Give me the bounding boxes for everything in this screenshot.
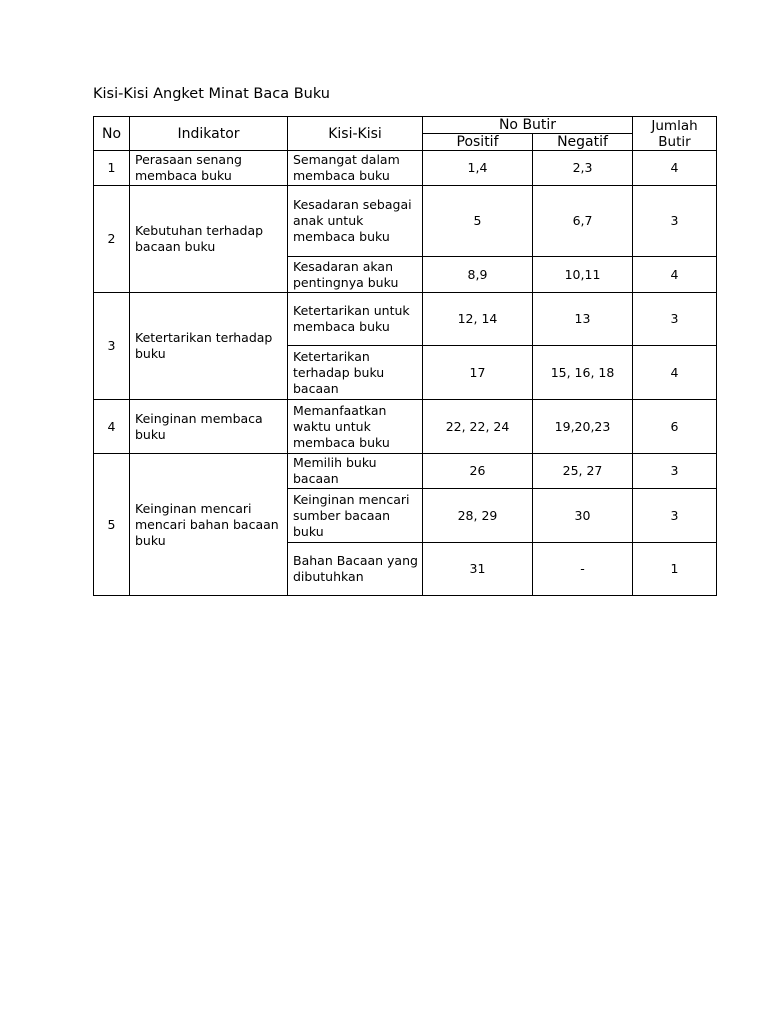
row-negatif: 19,20,23 (533, 400, 633, 454)
row-jumlah: 6 (633, 400, 717, 454)
header-no-butir: No Butir (423, 117, 633, 134)
row-kisi: Kesadaran akan pentingnya buku (288, 257, 423, 293)
row-jumlah: 4 (633, 151, 717, 186)
row-jumlah: 4 (633, 346, 717, 400)
row-no: 5 (94, 454, 130, 596)
row-kisi: Ketertarikan untuk membaca buku (288, 293, 423, 346)
row-no: 1 (94, 151, 130, 186)
row-negatif: 25, 27 (533, 454, 633, 489)
row-indikator: Kebutuhan terhadap bacaan buku (130, 186, 288, 293)
row-kisi: Keinginan mencari sumber bacaan buku (288, 489, 423, 543)
row-indikator: Keinginan mencari mencari bahan bacaan buku (130, 454, 288, 596)
header-negatif: Negatif (533, 134, 633, 151)
row-negatif: 13 (533, 293, 633, 346)
table-row (94, 400, 717, 454)
row-positif: 8,9 (423, 257, 533, 293)
header-positif: Positif (423, 134, 533, 151)
row-no: 4 (94, 400, 130, 454)
row-jumlah: 1 (633, 543, 717, 596)
row-negatif: 6,7 (533, 186, 633, 257)
row-negatif: 10,11 (533, 257, 633, 293)
row-jumlah: 3 (633, 293, 717, 346)
row-indikator: Keinginan membaca buku (130, 400, 288, 454)
header-kisi-kisi: Kisi-Kisi (288, 117, 423, 151)
row-kisi: Kesadaran sebagai anak untuk membaca buku (288, 186, 423, 257)
row-positif: 1,4 (423, 151, 533, 186)
row-kisi: Semangat dalam membaca buku (288, 151, 423, 186)
row-negatif: 30 (533, 489, 633, 543)
row-kisi: Ketertarikan terhadap buku bacaan (288, 346, 423, 400)
row-jumlah: 3 (633, 489, 717, 543)
row-no: 2 (94, 186, 130, 293)
row-kisi: Bahan Bacaan yang dibutuhkan (288, 543, 423, 596)
row-indikator: Perasaan senang membaca buku (130, 151, 288, 186)
row-kisi: Memilih buku bacaan (288, 454, 423, 489)
row-positif: 31 (423, 543, 533, 596)
header-indikator: Indikator (130, 117, 288, 151)
header-jumlah-butir: Jumlah Butir (633, 117, 717, 151)
row-kisi: Memanfaatkan waktu untuk membaca buku (288, 400, 423, 454)
row-negatif: 2,3 (533, 151, 633, 186)
row-indikator: Ketertarikan terhadap buku (130, 293, 288, 400)
row-jumlah: 3 (633, 186, 717, 257)
table-row (94, 293, 717, 346)
row-negatif: - (533, 543, 633, 596)
table-row (94, 151, 717, 186)
row-positif: 12, 14 (423, 293, 533, 346)
row-positif: 28, 29 (423, 489, 533, 543)
row-positif: 22, 22, 24 (423, 400, 533, 454)
row-positif: 17 (423, 346, 533, 400)
row-no: 3 (94, 293, 130, 400)
row-jumlah: 3 (633, 454, 717, 489)
document-title: Kisi-Kisi Angket Minat Baca Buku (93, 86, 330, 102)
row-jumlah: 4 (633, 257, 717, 293)
row-positif: 26 (423, 454, 533, 489)
table-row (94, 186, 717, 257)
table-row (94, 454, 717, 489)
header-no: No (94, 117, 130, 151)
kisi-kisi-table (93, 116, 717, 596)
row-positif: 5 (423, 186, 533, 257)
row-negatif: 15, 16, 18 (533, 346, 633, 400)
